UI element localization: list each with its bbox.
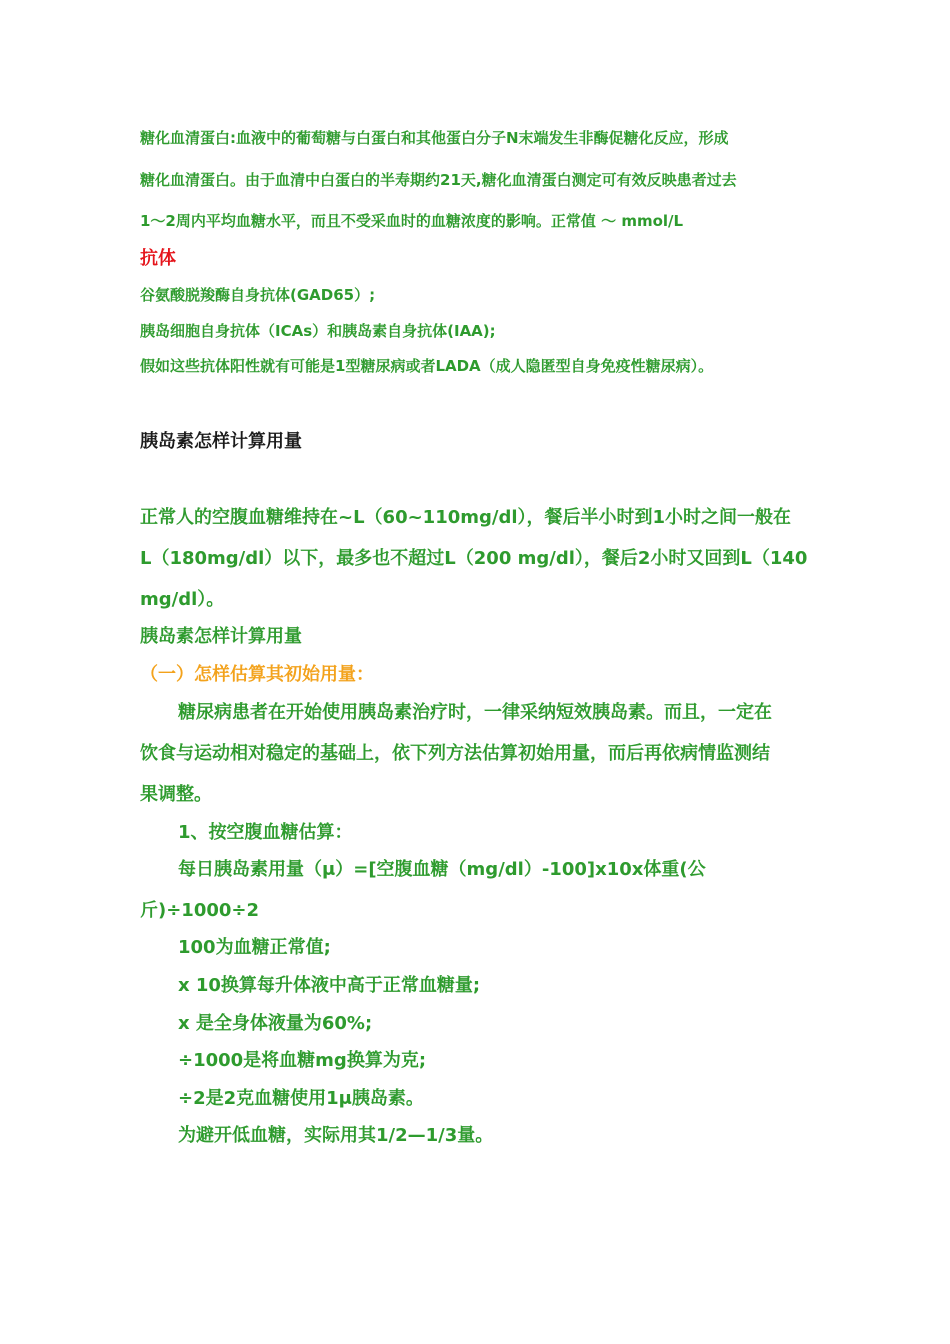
normal-glucose-line-3: mg/dl）。 [140, 589, 225, 610]
formula-note-6: 为避开低血糖，实际用其1/2—1/3量。 [178, 1125, 494, 1146]
initial-dose-para-line-3: 果调整。 [140, 784, 212, 805]
insulin-section-title: 胰岛素怎样计算用量 [140, 431, 302, 452]
formula-note-2: x 10换算每升体液中高于正常血糖量; [178, 975, 481, 996]
fasting-glucose-method-heading: 1、按空腹血糖估算： [178, 822, 353, 843]
formula-note-5: ÷2是2克血糖使用1μ胰岛素。 [178, 1088, 424, 1109]
antibody-line-2: 胰岛细胞自身抗体（ICAs）和胰岛素自身抗体(IAA); [140, 322, 496, 340]
initial-dose-heading: （一）怎样估算其初始用量： [140, 664, 374, 685]
formula-note-3: x 是全身体液量为60%; [178, 1013, 373, 1034]
initial-dose-para-line-1: 糖尿病患者在开始使用胰岛素治疗时，一律采纳短效胰岛素。而且，一定在 [178, 702, 772, 723]
normal-glucose-line-1: 正常人的空腹血糖维持在~L（60~110mg/dl），餐后半小时到1小时之间一般在 [140, 507, 792, 528]
antibody-line-1: 谷氨酸脱羧酶自身抗体(GAD65）; [140, 286, 376, 304]
formula-note-1: 100为血糖正常值; [178, 937, 331, 958]
antibody-line-3: 假如这些抗体阳性就有可能是1型糖尿病或者LADA（成人隐匿型自身免疫性糖尿病）。 [140, 357, 714, 375]
formula-line-2: 斤)÷1000÷2 [140, 900, 260, 921]
initial-dose-para-line-2: 饮食与运动相对稳定的基础上，依下列方法估算初始用量，而后再依病情监测结 [140, 743, 770, 764]
antibody-heading: 抗体 [140, 248, 176, 269]
glycated-serum-protein-line-1: 糖化血清蛋白:血液中的葡萄糖与白蛋白和其他蛋白分子N末端发生非酶促糖化反应，形成 [140, 129, 729, 147]
glycated-serum-protein-line-2: 糖化血清蛋白。由于血清中白蛋白的半寿期约21天,糖化血清蛋白测定可有效反映患者过去 [140, 171, 737, 189]
formula-note-4: ÷1000是将血糖mg换算为克; [178, 1050, 427, 1071]
insulin-subtitle: 胰岛素怎样计算用量 [140, 626, 302, 647]
formula-line-1: 每日胰岛素用量（μ）=[空腹血糖（mg/dl）-100]x10x体重(公 [178, 859, 706, 880]
glycated-serum-protein-line-3: 1～2周内平均血糖水平，而且不受采血时的血糖浓度的影响。正常值 ～ mmol/L [140, 212, 684, 230]
normal-glucose-line-2: L（180mg/dl）以下，最多也不超过L（200 mg/dl），餐后2小时又回到L（140 [140, 548, 808, 569]
